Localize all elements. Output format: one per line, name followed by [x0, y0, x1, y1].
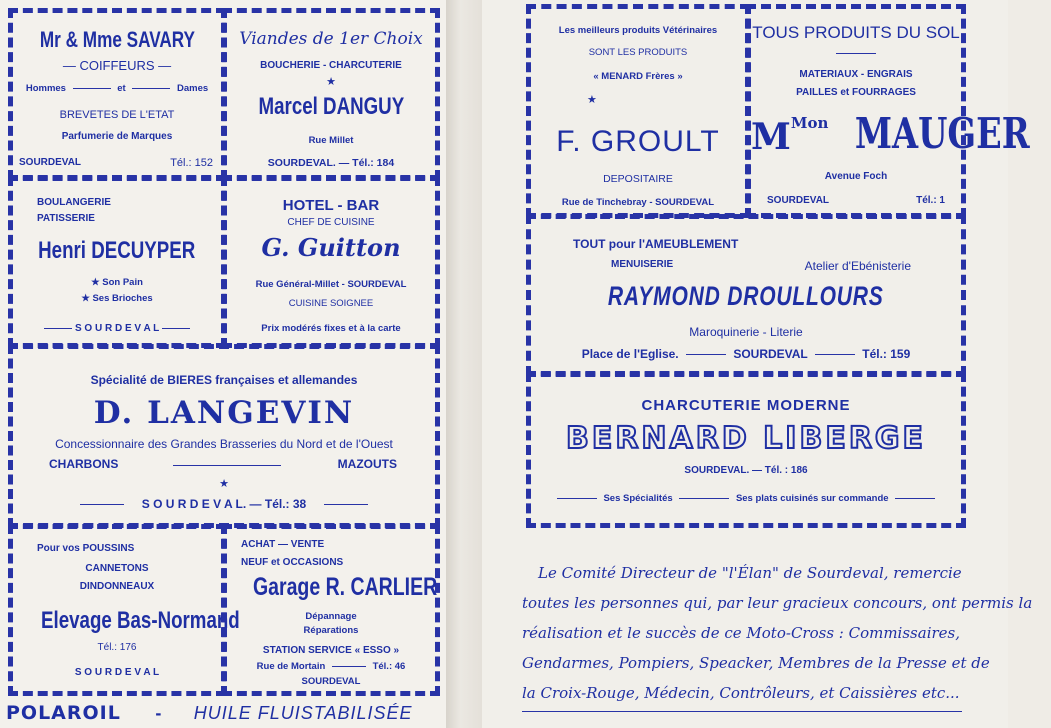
decuyper-town: S O U R D E V A L	[74, 323, 160, 334]
droullours-atelier: Atelier d'Ebénisterie	[804, 259, 911, 273]
mauger-tel: Tél.: 1	[916, 195, 945, 206]
liberge-spec1: Ses Spécialités	[603, 493, 673, 504]
elevage-tel: Tél.: 176	[97, 642, 137, 653]
savary-et: et	[117, 83, 126, 94]
droullours-menuiserie: MENUISERIE	[611, 259, 674, 270]
droullours-name: RAYMOND DROULLOURS	[608, 281, 884, 311]
danguy-contact: SOURDEVAL. — Tél.: 184	[267, 157, 395, 169]
mauger-line1: MATERIAUX - ENGRAIS	[799, 69, 913, 80]
star-icon: ★	[587, 94, 597, 106]
danguy-street: Rue Millet	[308, 135, 354, 146]
elevage-line3: DINDONNEAUX	[79, 581, 155, 592]
mauger-line2: PAILLES et FOURRAGES	[796, 87, 916, 98]
mauger-street: Avenue Foch	[824, 171, 888, 182]
savary-town: SOURDEVAL	[19, 157, 82, 168]
star-icon: ★	[326, 76, 336, 88]
savary-trade: — COIFFEURS —	[62, 58, 172, 73]
ad-decuyper	[8, 176, 226, 348]
langevin-specialty: Spécialité de BIERES françaises et allemandes	[90, 373, 358, 387]
carlier-depannage: Dépannage	[305, 611, 357, 622]
thanks-line: Le Comité Directeur de "l'Élan" de Sourdeval, remercie	[538, 564, 962, 582]
savary-name: Mr & Mme SAVARY	[39, 27, 195, 52]
guitton-name: G. Guitton	[261, 233, 401, 262]
mauger-rule	[836, 53, 876, 54]
guitton-cuisine: CUISINE SOIGNEE	[288, 298, 374, 309]
groult-role: DEPOSITAIRE	[603, 173, 673, 185]
guitton-prices: Prix modérés fixes et à la carte	[261, 323, 401, 334]
mauger-town: SOURDEVAL	[767, 195, 830, 206]
polaroil-dash: -	[155, 703, 162, 723]
ad-mauger: TOUS PRODUITS DU SOL MATERIAUX - ENGRAIS PAILLES et FOURRAGES MMon MAUGER Avenue Foch SOURDEVAL Tél.: 1	[746, 4, 966, 218]
elevage-line1: Pour vos POUSSINS	[37, 543, 135, 554]
ad-liberge	[526, 372, 966, 528]
langevin-contact: S O U R D E V A L. — Tél.: 38	[141, 497, 307, 511]
liberge-heading: CHARCUTERIE MODERNE	[641, 397, 851, 414]
book-gutter	[446, 0, 482, 728]
langevin-concession: Concessionnaire des Grandes Brasseries du Nord et de l'Ouest	[55, 437, 393, 451]
groult-address: Rue de Tinchebray - SOURDEVAL	[561, 197, 715, 208]
liberge-spec2: Ses plats cuisinés sur commande	[735, 493, 889, 504]
decuyper-line2: PATISSERIE	[37, 213, 95, 224]
liberge-name: BERNARD LIBERGE	[565, 421, 927, 456]
ad-danguy	[222, 8, 440, 180]
groult-line3: « MENARD Frères »	[593, 71, 683, 82]
right-page	[482, 0, 1033, 728]
decuyper-line1: BOULANGERIE	[37, 197, 111, 208]
thanks-line: la Croix-Rouge, Médecin, Contrôleurs, et Caissières etc...	[522, 684, 960, 702]
groult-line2: SONT LES PRODUITS	[588, 47, 688, 58]
savary-parfumerie: Parfumerie de Marques	[61, 131, 173, 142]
thanks-line: toutes les personnes qui, par leur gracieux concours, ont permis la	[522, 594, 1033, 612]
carlier-station: STATION SERVICE « ESSO »	[262, 645, 400, 656]
polaroil-brand: POLAROIL	[6, 702, 121, 724]
droullours-tel: Tél.: 159	[862, 347, 911, 361]
danguy-heading: Viandes de 1er Choix	[239, 29, 423, 49]
carlier-line1: ACHAT — VENTE	[241, 539, 325, 550]
groult-line1: Les meilleurs produits Vétérinaires	[558, 25, 718, 36]
elevage-name: Elevage Bas-Normand	[41, 607, 240, 634]
carlier-reparations: Réparations	[303, 625, 359, 636]
ad-elevage	[8, 524, 240, 696]
star-icon: ★	[219, 478, 229, 490]
elevage-line2: CANNETONS	[85, 563, 149, 574]
carlier-street: Rue de Mortain	[256, 661, 326, 672]
polaroil-footer	[6, 702, 446, 726]
ad-savary	[8, 8, 226, 180]
danguy-name: Marcel DANGUY	[258, 93, 404, 120]
polaroil-product: HUILE FLUISTABILISÉE	[193, 703, 413, 723]
left-page	[0, 0, 446, 728]
langevin-name: D. LANGEVIN	[93, 395, 355, 431]
guitton-address: Rue Général-Millet - SOURDEVAL	[255, 279, 407, 290]
savary-brevetes: BREVETES DE L'ETAT	[59, 109, 175, 121]
langevin-charbons: CHARBONS	[49, 457, 119, 471]
elevage-town: S O U R D E V A L	[74, 667, 160, 678]
mauger-name-prefix: Mon	[790, 114, 829, 132]
droullours-town: SOURDEVAL	[733, 347, 808, 361]
droullours-sub: Maroquinerie - Literie	[689, 325, 803, 339]
carlier-line2: NEUF et OCCASIONS	[241, 557, 344, 568]
savary-hommes: Hommes	[25, 83, 66, 94]
droullours-place: Place de l'Eglise.	[581, 347, 679, 361]
groult-name: F. GROULT	[556, 125, 720, 158]
ad-groult	[526, 4, 750, 218]
langevin-mazouts: MAZOUTS	[337, 457, 397, 471]
ad-guitton	[222, 176, 440, 348]
thanks-rule	[522, 711, 962, 712]
savary-tel: Tél.: 152	[170, 157, 213, 169]
thanks-line: réalisation et le succès de ce Moto-Cross : Commissaires,	[522, 624, 961, 642]
carlier-name: Garage R. CARLIER	[252, 573, 438, 601]
ad-carlier	[222, 524, 440, 696]
decuyper-item1: ★ Son Pain	[91, 277, 143, 288]
guitton-title: HOTEL - BAR	[282, 197, 380, 214]
guitton-chef: CHEF DE CUISINE	[287, 217, 375, 228]
savary-dames: Dames	[176, 83, 209, 94]
liberge-contact: SOURDEVAL. — Tél. : 186	[684, 465, 808, 476]
droullours-heading: TOUT pour l'AMEUBLEMENT	[573, 237, 739, 251]
mauger-heading: TOUS PRODUITS DU SOL	[752, 23, 960, 42]
danguy-trade: BOUCHERIE - CHARCUTERIE	[260, 60, 402, 71]
thanks-line: Gendarmes, Pompiers, Speacker, Membres de la Presse et de	[522, 654, 990, 672]
decuyper-item2: ★ Ses Brioches	[81, 293, 153, 304]
mauger-name: MAUGER	[854, 109, 1030, 158]
ad-droullours	[526, 214, 966, 376]
carlier-town: SOURDEVAL	[301, 676, 361, 687]
decuyper-name: Henri DECUYPER	[38, 237, 196, 264]
carlier-tel: Tél.: 46	[372, 661, 406, 672]
ad-langevin	[8, 344, 440, 528]
